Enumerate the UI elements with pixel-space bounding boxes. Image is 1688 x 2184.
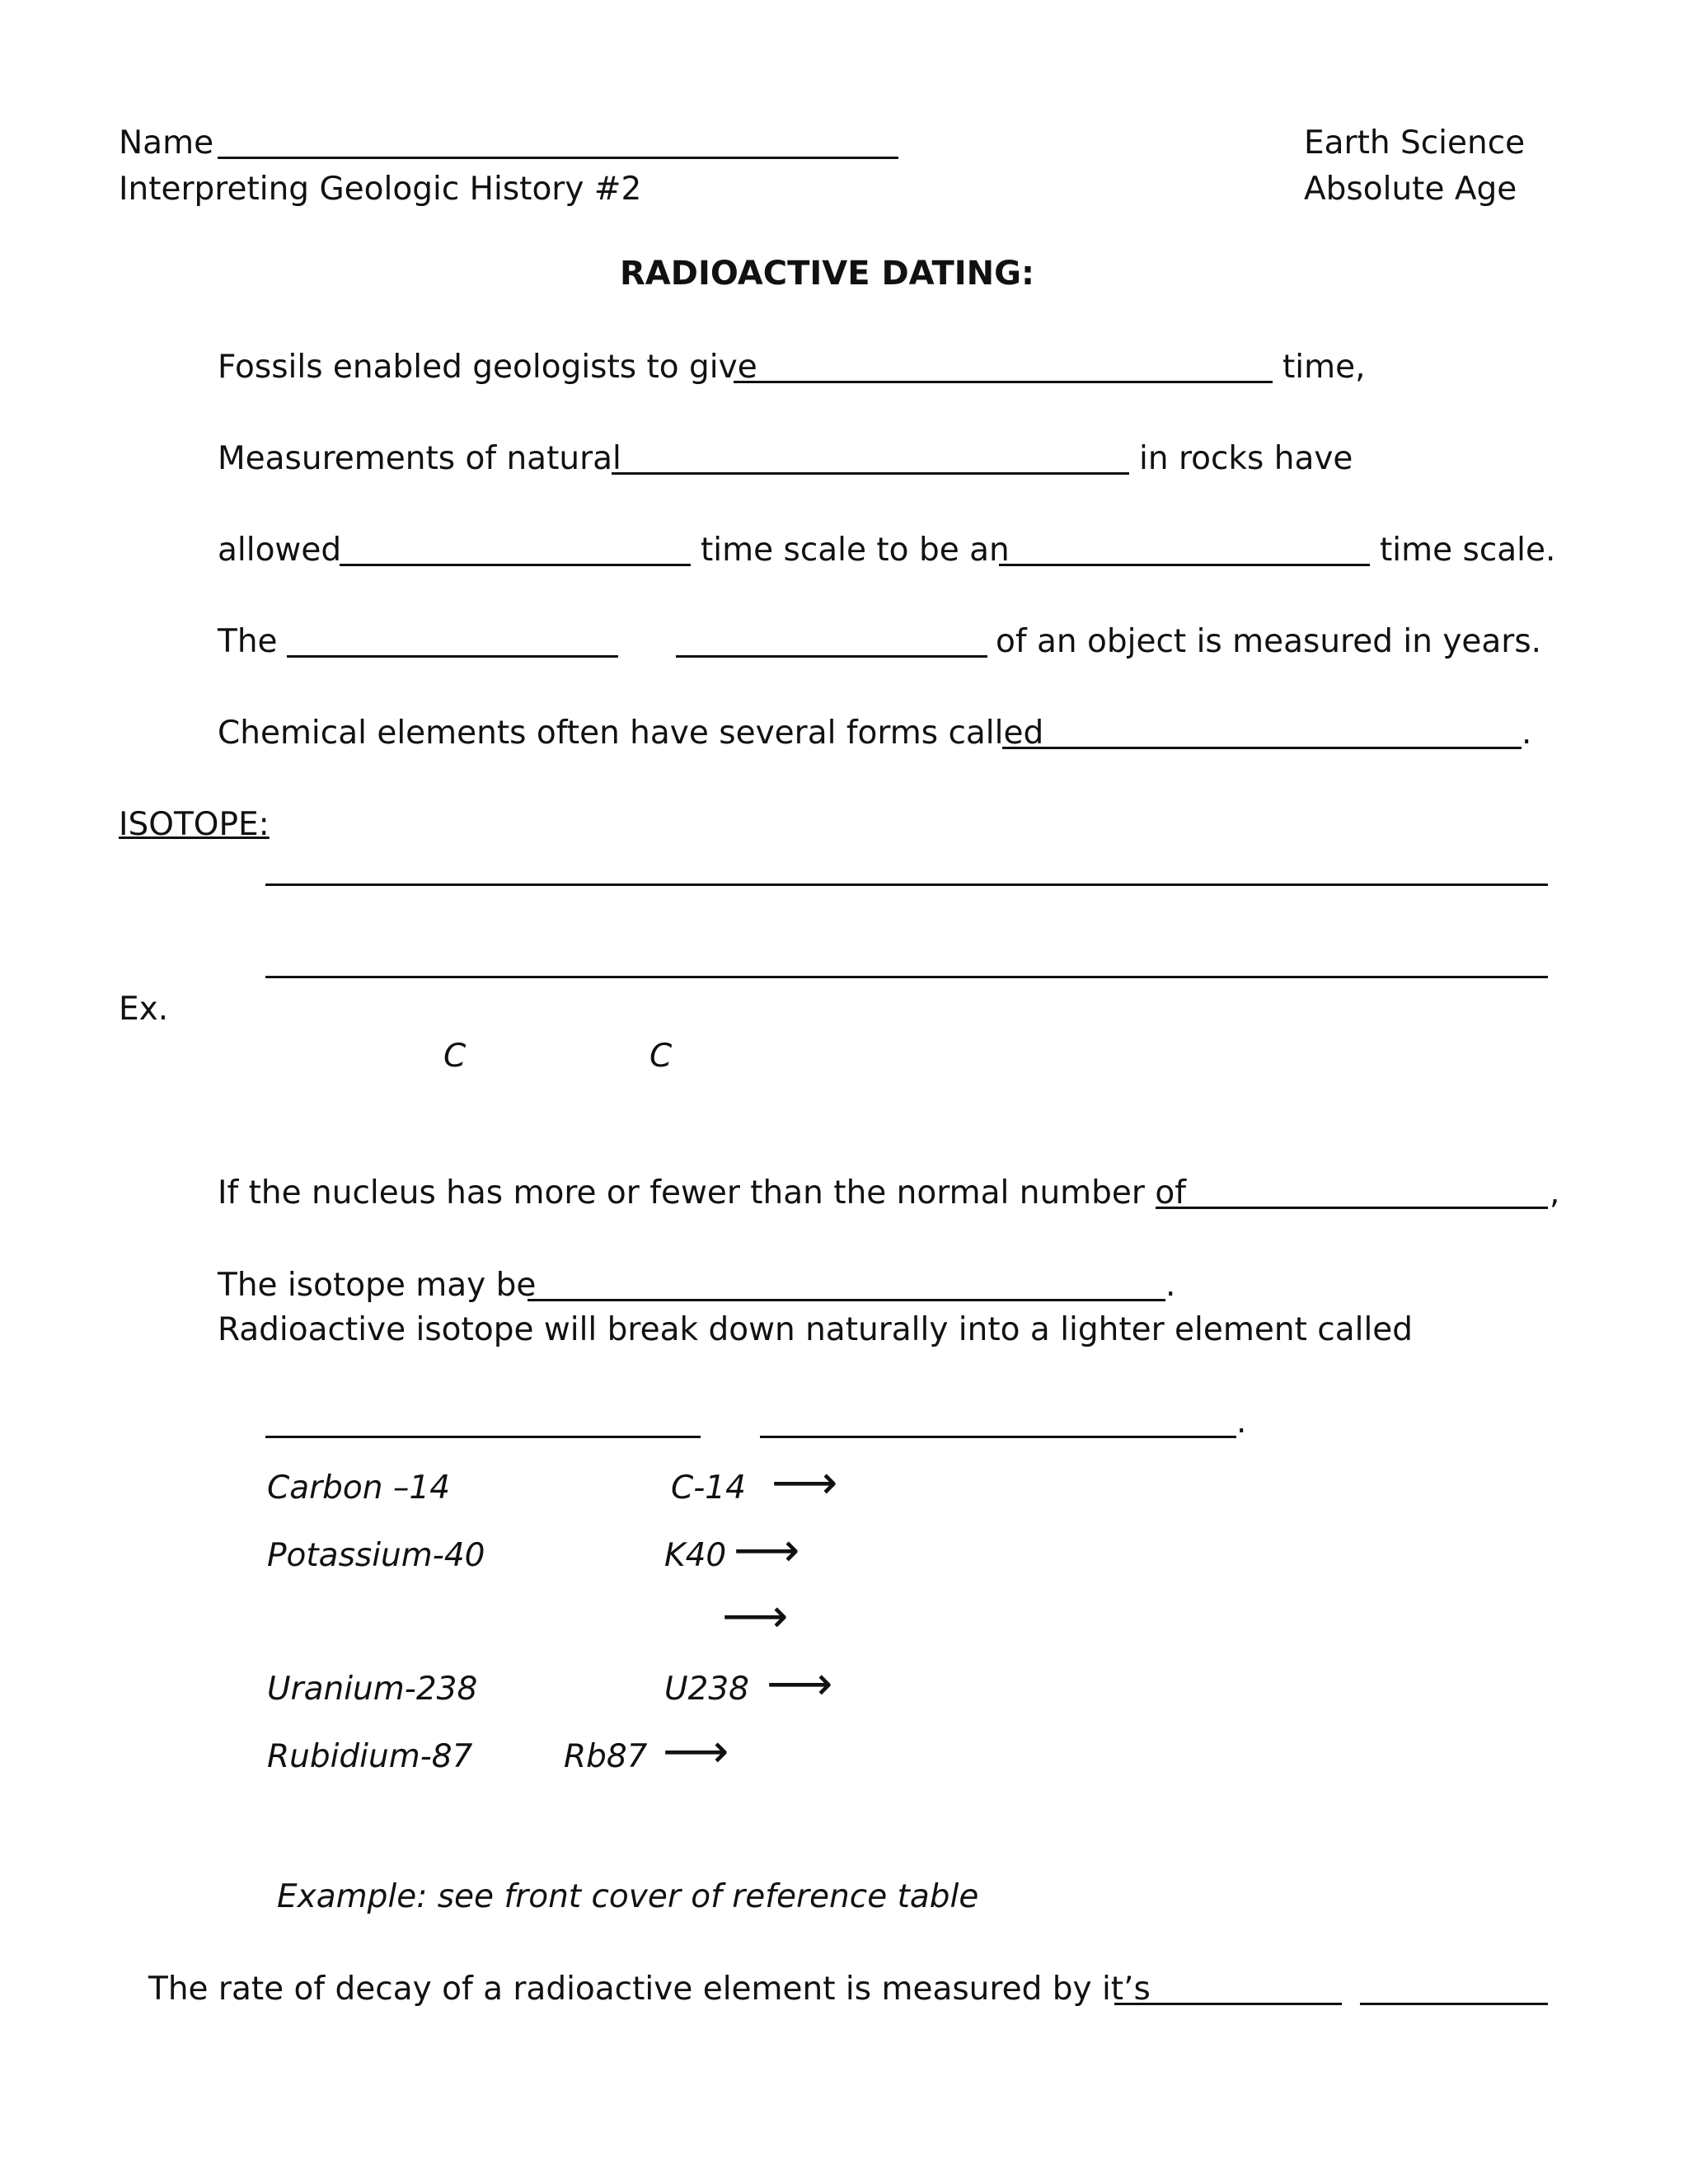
carbon-symbol-1: C [443,1038,467,1075]
decay-sentence: The rate of decay of a radioactive element is measured by it’s [148,1971,1151,2008]
sentence-7-start: The isotope may be [218,1267,537,1304]
subject-label: Earth Science [1304,124,1526,162]
blank-4b[interactable] [676,655,987,658]
right-arrow-icon: ⟶ [722,1590,789,1643]
isotope-symbol-potassium: K40 [664,1537,727,1574]
sentence-3-start: allowed [218,532,342,569]
blank-5[interactable] [1002,747,1522,749]
isotope-name-rubidium: Rubidium-87 [267,1738,473,1775]
name-label: Name [119,124,214,162]
blank-7[interactable] [528,1299,1165,1301]
blank-8b[interactable] [760,1436,1236,1438]
isotope-symbol-rubidium: Rb87 [564,1738,648,1775]
isotope-name-uranium: Uranium-238 [267,1671,478,1708]
right-arrow-icon: ⟶ [771,1456,838,1510]
carbon-symbol-2: C [649,1038,673,1075]
blank-3a[interactable] [340,564,691,566]
blank-10a[interactable] [1114,2003,1342,2005]
sentence-2-end: in rocks have [1139,440,1353,477]
sentence-6-comma: , [1550,1174,1560,1212]
isotope-label: ISOTOPE: [119,806,270,843]
page-heading: RADIOACTIVE DATING: [620,255,1034,293]
sentence-5-period: . [1522,715,1532,752]
sentence-3-end: time scale. [1380,532,1556,569]
right-arrow-icon: ⟶ [734,1524,800,1577]
isotope-definition-line-2[interactable] [265,976,1548,978]
right-arrow-icon: ⟶ [767,1657,833,1711]
sentence-4-end: of an object is measured in years. [996,623,1542,660]
isotope-name-potassium: Potassium-40 [267,1537,485,1574]
sentence-8: Radioactive isotope will break down naturally into a lighter element called [218,1311,1414,1348]
blank-8a[interactable] [265,1436,701,1438]
sentence-3-middle: time scale to be an [701,532,1010,569]
isotope-symbol-carbon: C-14 [671,1469,746,1507]
sentence-1-end: time, [1282,349,1366,386]
isotope-symbol-uranium: U238 [664,1671,749,1708]
blank-4a[interactable] [287,655,618,658]
unit-label: Absolute Age [1304,171,1517,208]
sentence-7-period: . [1165,1267,1176,1304]
sentence-5-start: Chemical elements often have several forms called [218,715,1044,752]
blank-3b[interactable] [999,564,1370,566]
sentence-1-start: Fossils enabled geologists to give [218,349,757,386]
blank-6[interactable] [1156,1207,1548,1209]
sentence-2-start: Measurements of natural [218,440,621,477]
isotope-definition-line-1[interactable] [265,883,1548,886]
right-arrow-icon: ⟶ [663,1725,729,1779]
blank-1[interactable] [734,381,1273,383]
sentence-4-start: The [218,623,278,660]
sentence-9-period: . [1236,1404,1247,1441]
example-label: Ex. [119,991,169,1028]
sentence-6-start: If the nucleus has more or fewer than the normal number of [218,1174,1186,1212]
example-note: Example: see front cover of reference table [277,1878,979,1915]
isotope-name-carbon: Carbon –14 [267,1469,451,1507]
name-field-line[interactable] [218,157,898,159]
blank-10b[interactable] [1360,2003,1548,2005]
blank-2[interactable] [612,472,1129,475]
worksheet-title: Interpreting Geologic History #2 [119,171,642,208]
